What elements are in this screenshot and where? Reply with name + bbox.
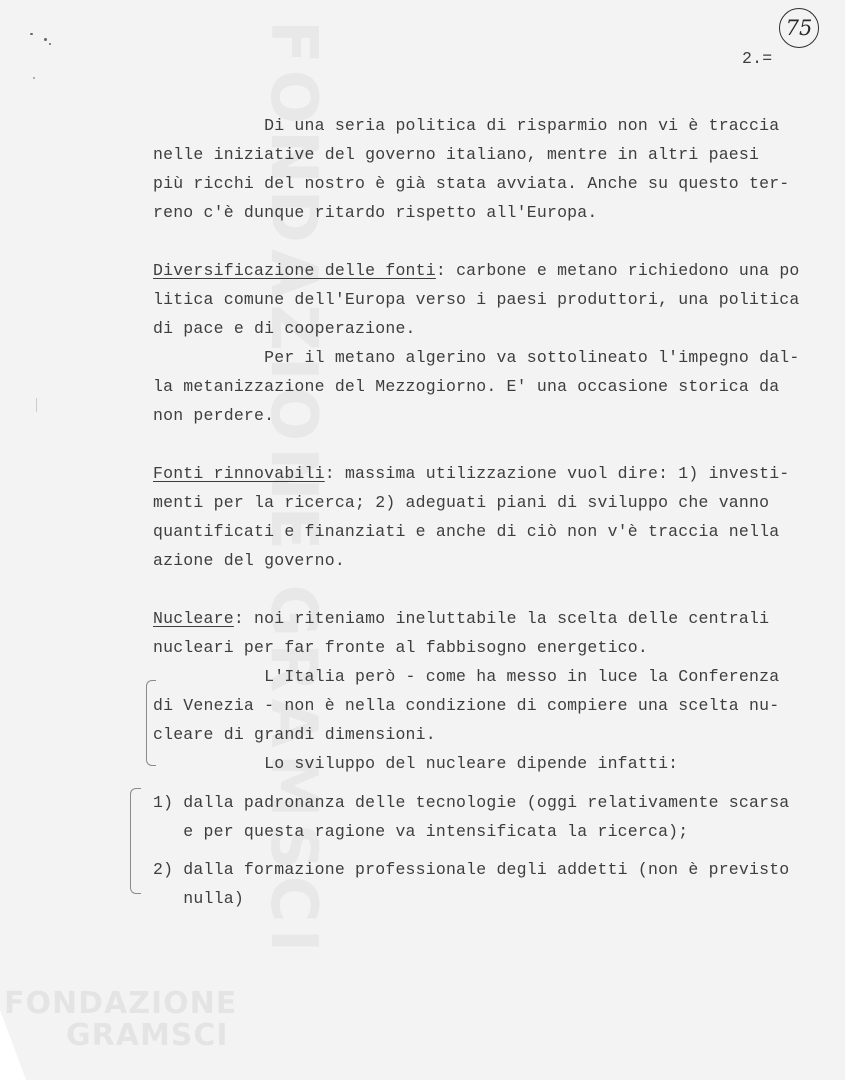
paragraph-4-line-4: azione del governo. (153, 551, 345, 570)
paragraph-6-line-3: cleare di grandi dimensioni. (153, 725, 436, 744)
paragraph-6-line-2: di Venezia - non è nella condizione di compiere una scelta nu- (153, 696, 780, 715)
paragraph-1-line-1: Di una seria politica di risparmio non vi è traccia (153, 116, 780, 135)
ink-speck (44, 38, 47, 41)
paragraph-4-line-2: menti per la ricerca; 2) adeguati piani di sviluppo che vanno (153, 493, 770, 512)
section-heading-fonti-rinnovabili: Fonti rinnovabili (153, 464, 325, 483)
paragraph-1-line-2: nelle iniziative del governo italiano, mentre in altri paesi (153, 145, 760, 164)
paragraph-4-line-1-text: : massima utilizzazione vuol dire: 1) investi- (324, 464, 790, 483)
list-item-1-line-2: e per questa ragione va intensificata la ricerca); (153, 822, 689, 841)
list-item-1-line-1: 1) dalla padronanza delle tecnologie (oggi relativamente scarsa (153, 793, 790, 812)
paragraph-1-line-4: reno c'è dunque ritardo rispetto all'Europa. (153, 203, 598, 222)
watermark-footer (4, 988, 237, 1052)
paragraph-6-line-1: L'Italia però - come ha messo in luce la Conferenza (153, 667, 780, 686)
ink-speck (49, 43, 51, 45)
paragraph-5-line-2: nucleari per far fronte al fabbisogno energetico. (153, 638, 648, 657)
watermark-footer-line1: FONDAZIONE (4, 986, 238, 1021)
section-heading-diversificazione: Diversificazione delle fonti (153, 261, 436, 280)
paragraph-2-line-1 (153, 261, 800, 280)
paragraph-4-line-3: quantificati e finanziati e anche di ciò non v'è traccia nella (153, 522, 780, 541)
paragraph-4-line-1 (153, 464, 789, 483)
paragraph-5-line-1-text: : noi riteniamo ineluttabile la scelta delle centrali (233, 609, 770, 628)
paragraph-3-line-2: la metanizzazione del Mezzogiorno. E' una occasione storica da (153, 377, 780, 396)
paragraph-3-line-1: Per il metano algerino va sottolineato l'impegno dal- (153, 348, 800, 367)
paragraph-5-line-1 (153, 609, 769, 628)
page-number: 2.= (742, 49, 773, 68)
margin-bracket (130, 788, 141, 894)
margin-mark (36, 398, 37, 412)
paragraph-2-line-2: litica comune dell'Europa verso i paesi produttori, una politica (153, 290, 800, 309)
section-heading-nucleare: Nucleare (153, 609, 234, 628)
watermark-footer-line2: GRAMSCI (66, 1018, 229, 1053)
paragraph-1-line-3: più ricchi del nostro è già stata avviata. Anche su questo ter- (153, 174, 790, 193)
paragraph-3-line-3: non perdere. (153, 406, 275, 425)
list-item-2-line-2: nulla) (153, 889, 244, 908)
archive-number-stamp: 75 (779, 8, 819, 48)
ink-speck (33, 77, 35, 79)
page-corner-fold (0, 1010, 26, 1080)
paragraph-2-line-3: di pace e di cooperazione. (153, 319, 416, 338)
paragraph-2-line-1-text: : carbone e metano richiedono una po (435, 261, 800, 280)
ink-speck (30, 33, 33, 35)
list-item-2-line-1: 2) dalla formazione professionale degli addetti (non è previsto (153, 860, 790, 879)
paragraph-7-line-1: Lo sviluppo del nucleare dipende infatti: (153, 754, 679, 773)
